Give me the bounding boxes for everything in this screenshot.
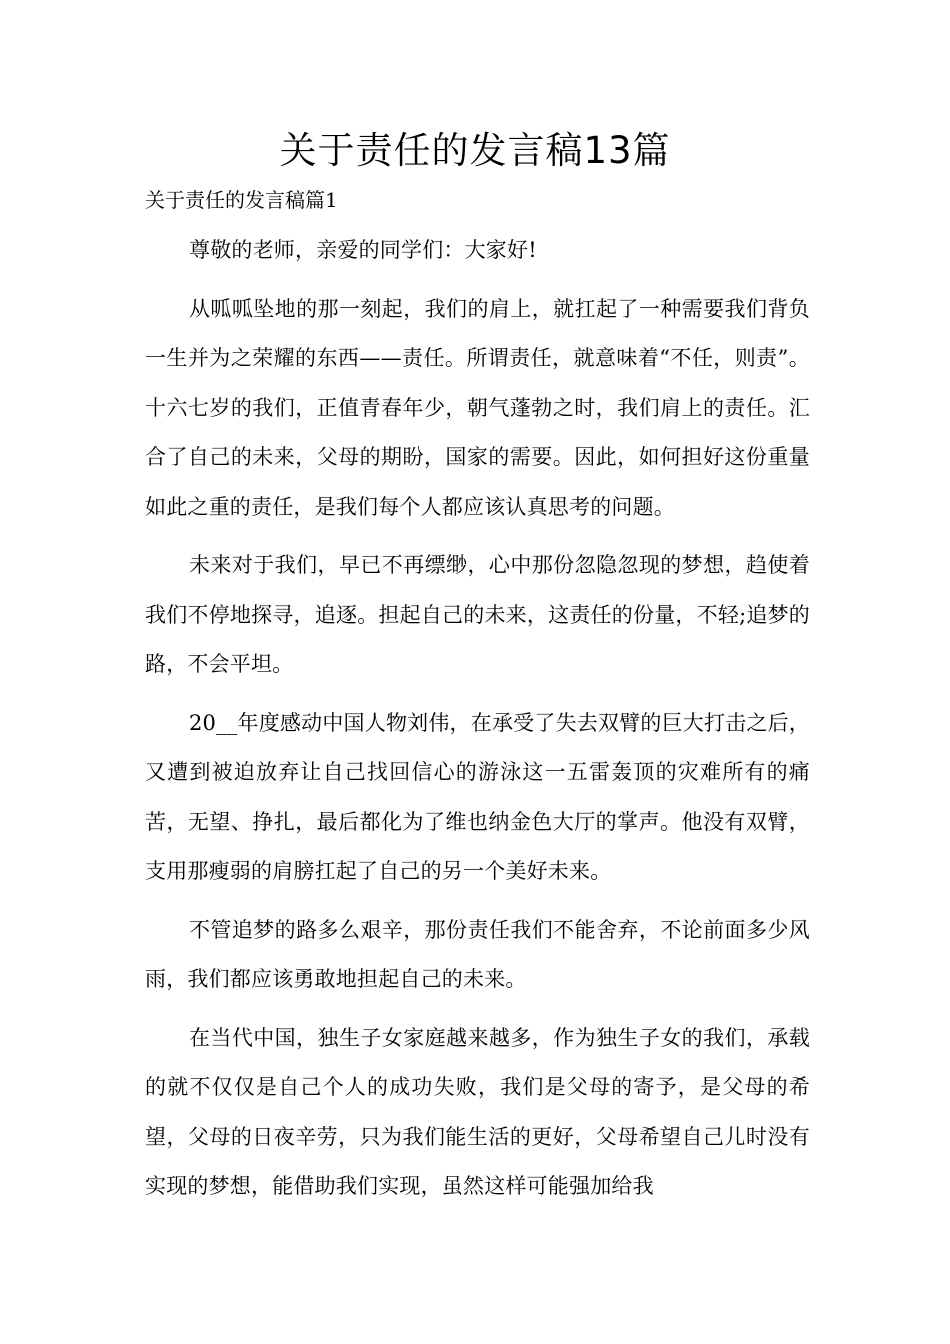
document-title: 关于责任的发言稿13篇 (279, 129, 671, 172)
document-body (145, 226, 810, 1221)
paragraph: 20__年度感动中国人物刘伟，在承受了失去双臂的巨大打击之后，又遭到被迫放弃让自己找回信心的游泳这一五雷轰顶的灾难所有的痛苦，无望、挣扎，最后都化为了维也纳金色大厅的掌声。他没有双臂，支用那瘦弱的肩膀扛起了自己的另一个美好未来。 (145, 710, 810, 883)
paragraph: 不管追梦的路多么艰辛，那份责任我们不能舍弃，不论前面多少风雨，我们都应该勇敢地担起自己的未来。 (145, 917, 810, 991)
paragraph: 在当代中国，独生子女家庭越来越多，作为独生子女的我们，承载的就不仅仅是自己个人的成功失败，我们是父母的寄予，是父母的希望，父母的日夜辛劳，只为我们能生活的更好，父母希望自己儿时没有实现的梦想，能借助我们实现，虽然这样可能强加给我 (145, 1025, 810, 1198)
paragraph: 从呱呱坠地的那一刻起，我们的肩上，就扛起了一种需要我们背负一生并为之荣耀的东西——责任。所谓责任，就意味着“不任，则责”。十六七岁的我们，正值青春年少，朝气蓬勃之时，我们肩上的责任。汇合了自己的未来，父母的期盼，国家的需要。因此，如何担好这份重量如此之重的责任，是我们每个人都应该认真思考的问题。 (145, 296, 810, 519)
paragraph-greeting: 尊敬的老师，亲爱的同学们：大家好! (189, 238, 537, 262)
paragraph: 未来对于我们，早已不再缥缈，心中那份忽隐忽现的梦想，趋使着我们不停地探寻，追逐。担起自己的未来，这责任的份量，不轻;追梦的路，不会平坦。 (145, 553, 810, 676)
section-heading: 关于责任的发言稿篇1 (145, 188, 338, 212)
